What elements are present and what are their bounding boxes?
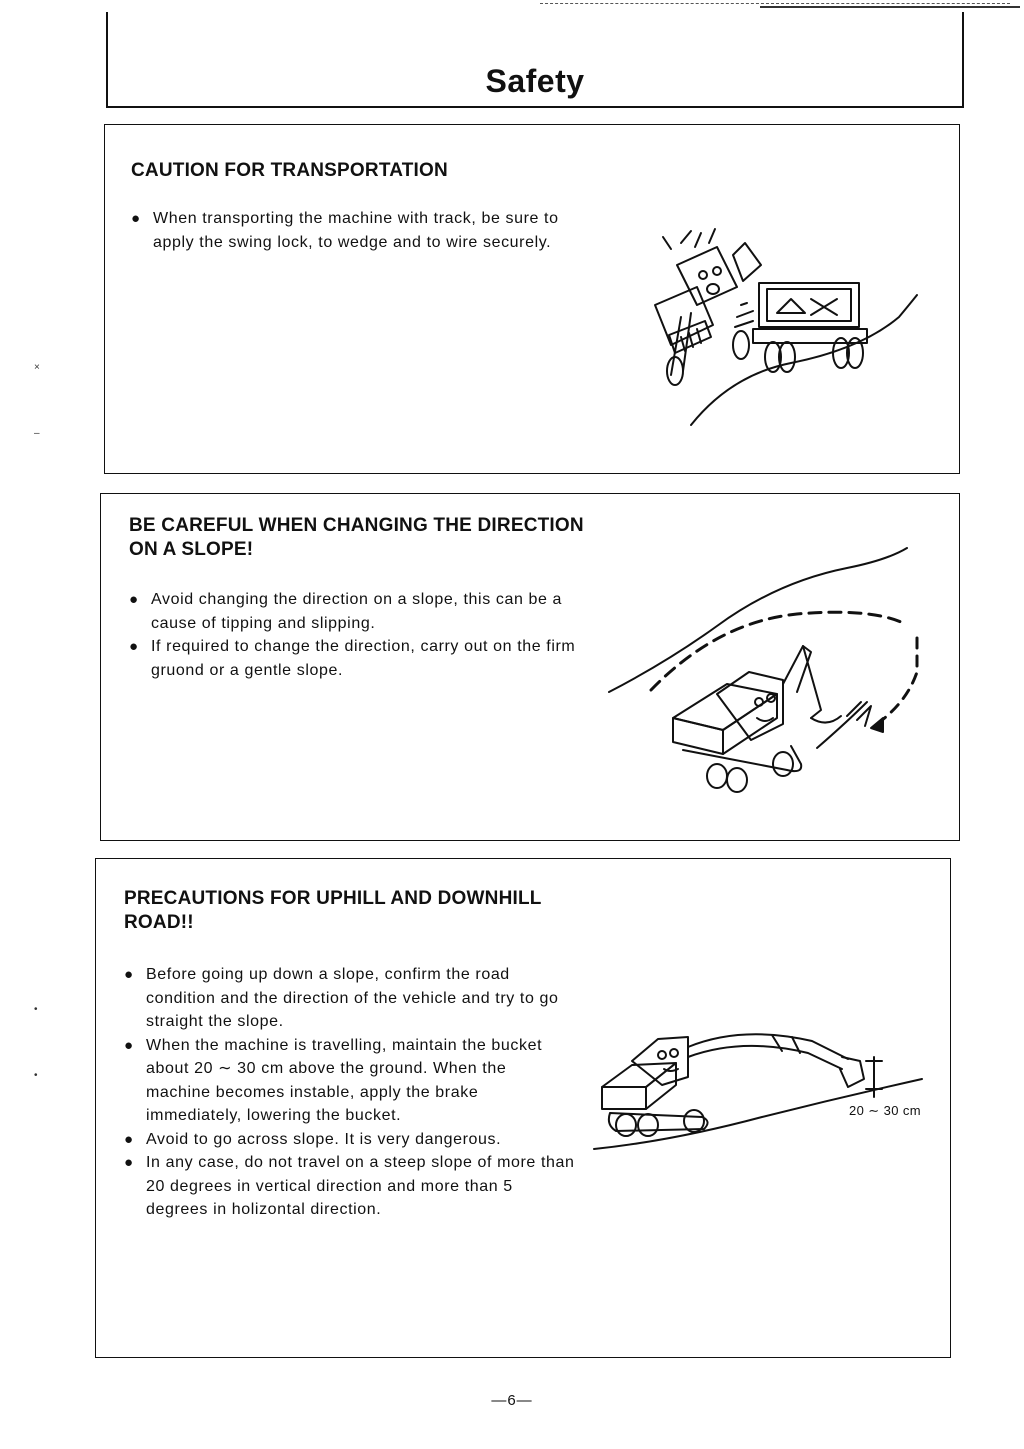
bullet-item: ● When the machine is travelling, maintain the bucket about 20 ∼ 30 cm above the ground. When the machine becomes instable, apply the brake immediately, lowering the bucket.	[124, 1034, 576, 1128]
bullet-list	[124, 963, 576, 1222]
bullet-list	[131, 207, 583, 254]
margin-mark: ×	[34, 362, 40, 373]
margin-mark: •	[34, 1070, 38, 1081]
bullet-item: ● Avoid to go across slope. It is very dangerous.	[124, 1128, 576, 1152]
bullet-item: ● If required to change the direction, carry out on the firm gruond or a gentle slope.	[129, 635, 581, 682]
height-dimension-label: 20 ∼ 30 cm	[849, 1103, 921, 1118]
transport-illustration	[641, 225, 931, 445]
margin-mark: –	[34, 428, 40, 439]
margin-mark: •	[34, 1004, 38, 1015]
bullet-item: ● In any case, do not travel on a steep slope of more than 20 degrees in vertical direction and more than 5 degrees in holizontal direction.	[124, 1151, 576, 1222]
scan-artifact-line	[760, 6, 1020, 8]
slope-turn-illustration	[607, 542, 937, 812]
page-title: Safety	[485, 63, 585, 99]
title-box	[106, 12, 964, 108]
section-uphill-downhill	[95, 858, 951, 1358]
bullet-list	[129, 588, 581, 682]
section-transportation	[104, 124, 960, 474]
section-heading: PRECAUTIONS FOR UPHILL AND DOWNHILL ROAD!!	[124, 888, 542, 933]
bullet-item: ● When transporting the machine with track, be sure to apply the swing lock, to wedge and to wire securely.	[131, 207, 583, 254]
slope-travel-illustration	[592, 1021, 932, 1161]
section-heading: CAUTION FOR TRANSPORTATION	[131, 160, 448, 181]
page-number: —6—	[491, 1392, 533, 1409]
section-slope-direction	[100, 493, 960, 841]
bullet-item: ● Avoid changing the direction on a slope, this can be a cause of tipping and slipping.	[129, 588, 581, 635]
bullet-item: ● Before going up down a slope, confirm the road condition and the direction of the vehicle and try to go straight the slope.	[124, 963, 576, 1034]
section-heading: BE CAREFUL WHEN CHANGING THE DIRECTION ON A SLOPE!	[129, 515, 584, 560]
